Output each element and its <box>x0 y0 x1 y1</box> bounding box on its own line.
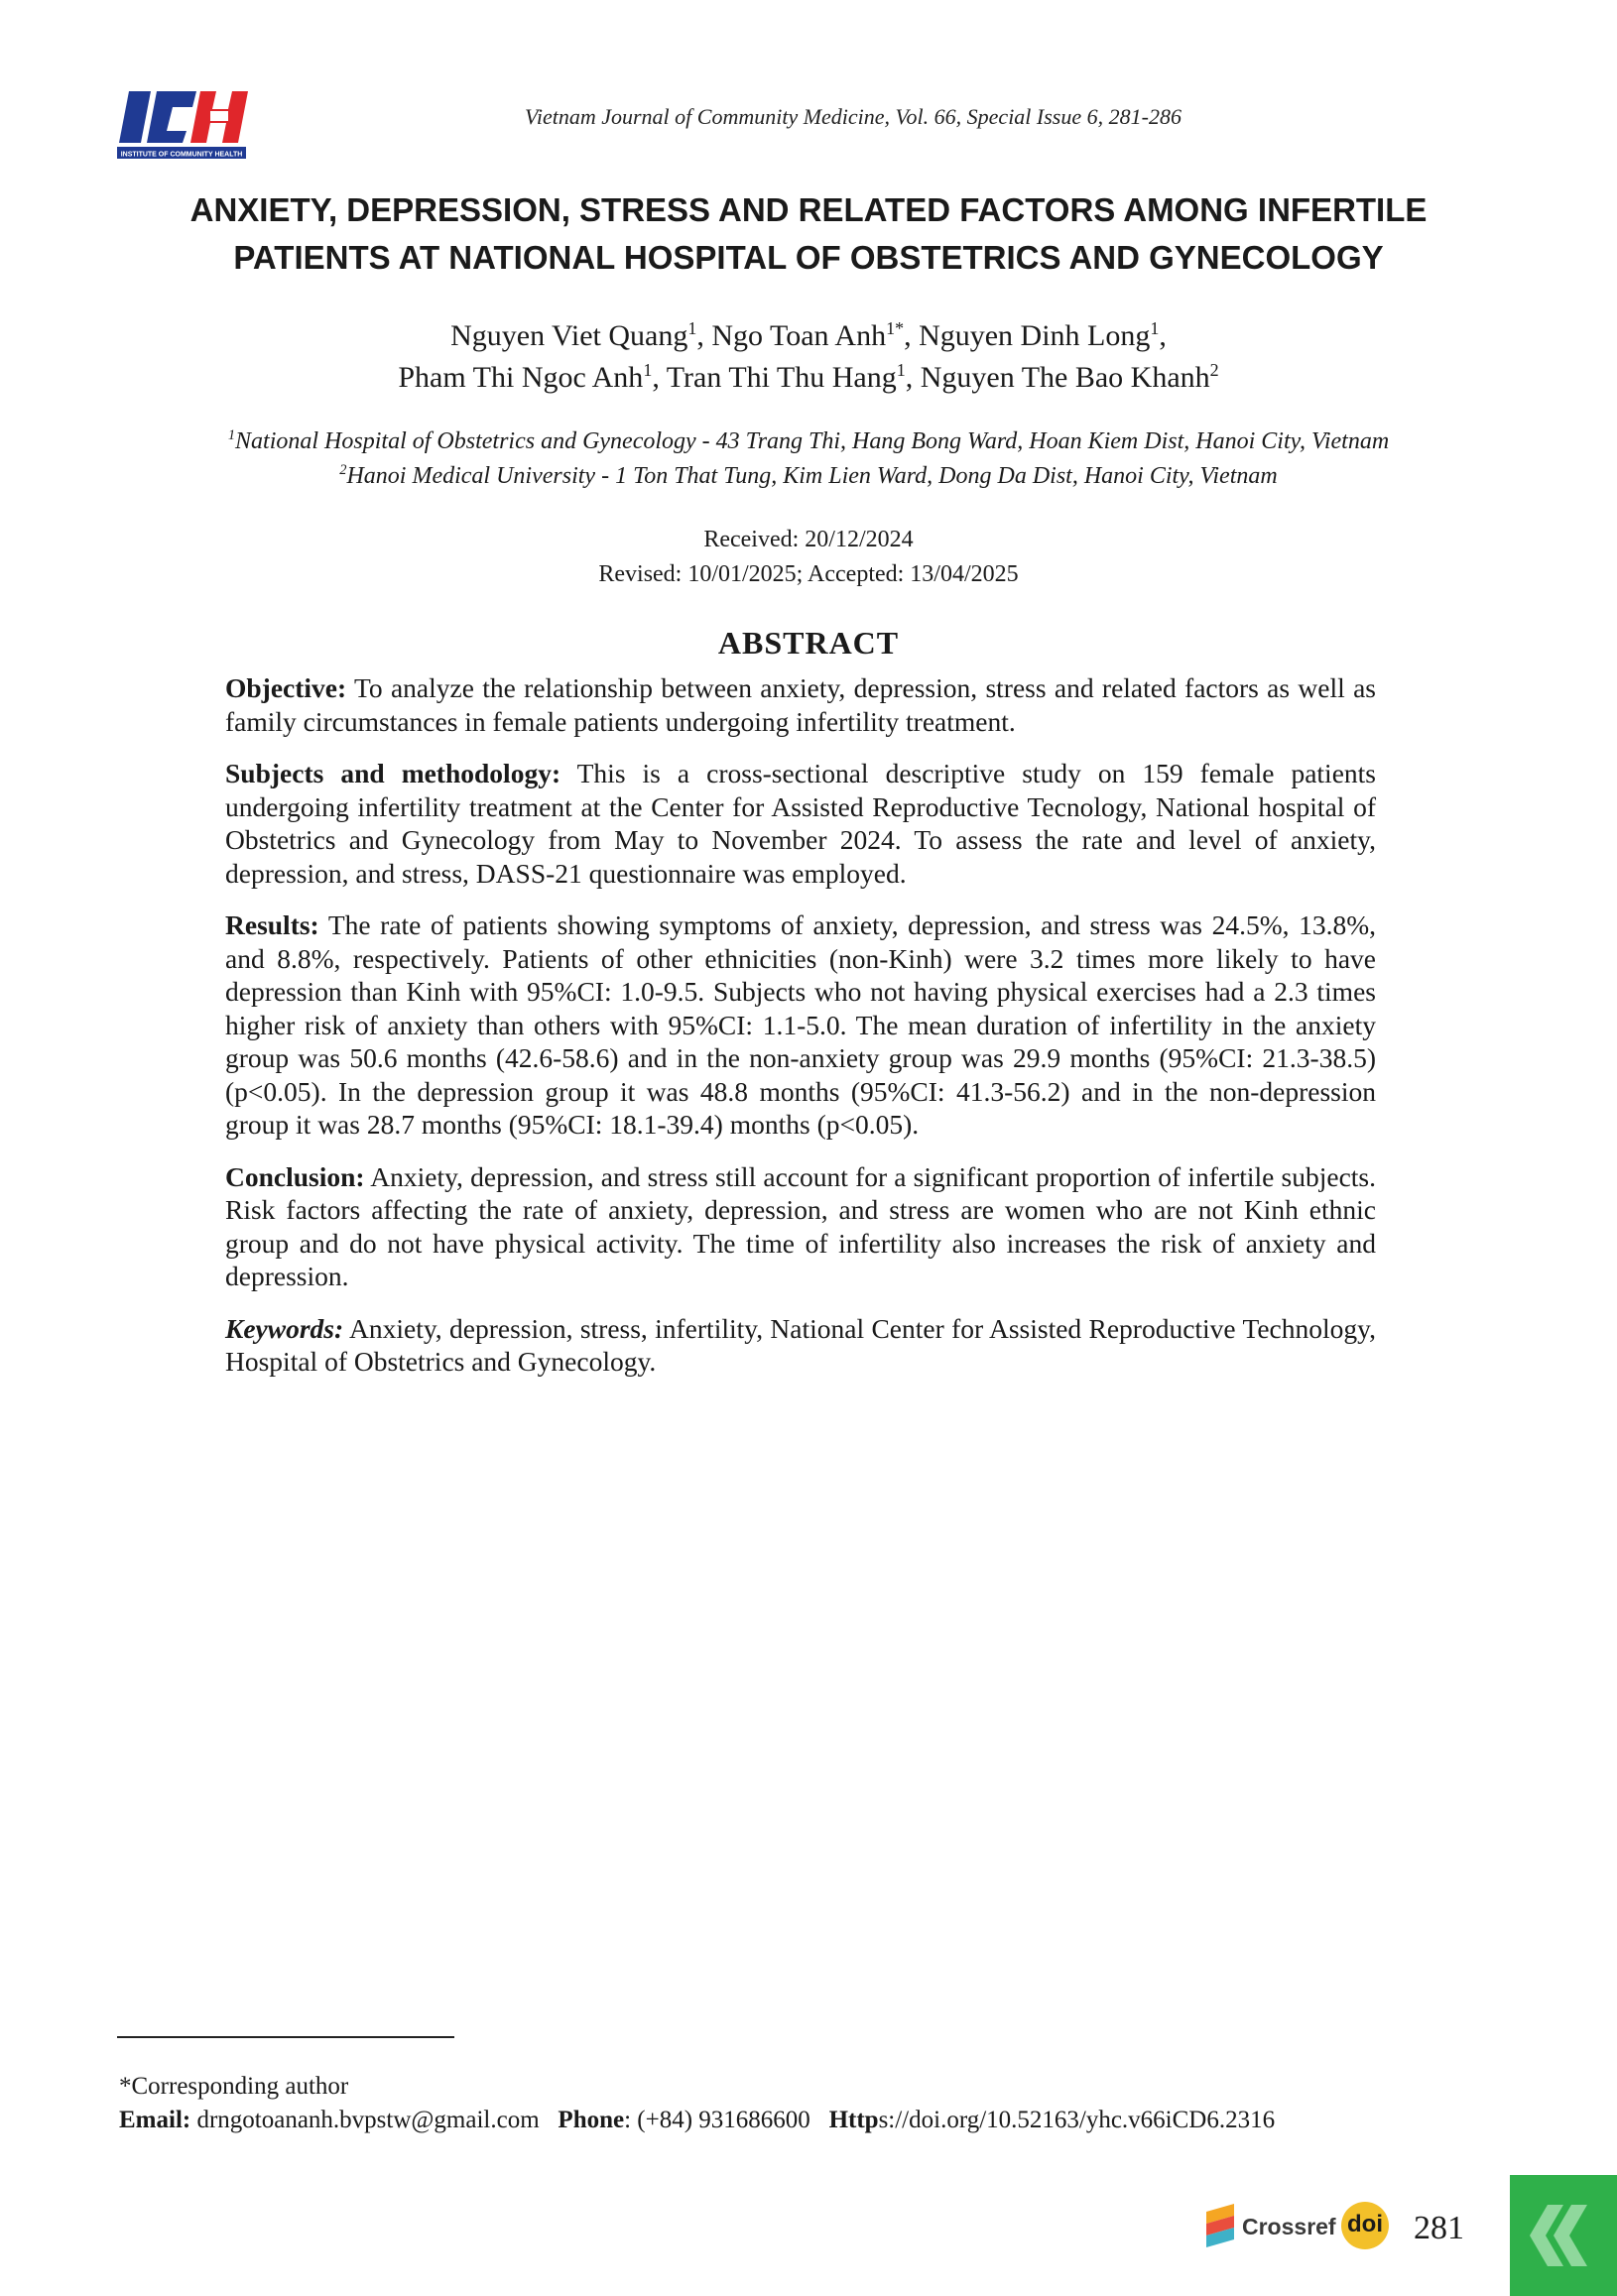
page-number: 281 <box>1414 2210 1464 2246</box>
affiliation-mark: 1 <box>227 427 236 443</box>
abstract-objective <box>225 671 1376 738</box>
abstract-methods <box>225 757 1376 890</box>
author-list <box>99 315 1518 399</box>
author-affiliation-mark: 1* <box>886 318 905 338</box>
abstract-keywords <box>225 1312 1376 1379</box>
affiliation-mark: 2 <box>339 462 347 478</box>
author-name: Nguyen Viet Quang <box>450 319 688 352</box>
author-name: Tran Thi Thu Hang <box>666 361 897 394</box>
title-line-1: ANXIETY, DEPRESSION, STRESS AND RELATED FACTORS AMONG INFERTILE <box>189 191 1428 228</box>
results-text: The rate of patients showing symptoms of anxiety, depression, and stress was 24.5%, 13.8%, and 8.8%, respectively. Patients of other ethnicities (non-Kinh) were 3.2 times more likely to have depression than Kinh with 95%CI: 1.0-9.5. Subjects who not having physical exercises had a 2.3 times higher risk of anxiety than others with 95%CI: 1.1-5.0. The mean duration of infertility in the anxiety group was 50.6 months (42.6-58.6) and in the non-anxiety group was 29.9 months (95%CI: 21.3-38.5) (p<0.05). In the depression group it was 48.8 months (95%CI: 41.3-56.2) and in the non-depression group it was 28.7 months (95%CI: 18.1-39.4) months (p<0.05). <box>225 909 1376 1140</box>
doi-label: Http <box>828 2107 879 2133</box>
author-name: Nguyen Dinh Long <box>919 319 1151 352</box>
abstract-conclusion <box>225 1160 1376 1293</box>
abstract-results <box>225 908 1376 1142</box>
author-affiliation-mark: 2 <box>1209 360 1219 380</box>
author-separator: , <box>696 319 712 352</box>
author-line-1 <box>99 315 1518 357</box>
footnote <box>119 2070 1528 2137</box>
results-label: Results: <box>225 909 319 940</box>
corresponding-author-note: *Corresponding author <box>119 2073 349 2100</box>
received-date: Received: 20/12/2024 <box>703 527 914 552</box>
double-chevron-left-icon <box>1510 2175 1617 2296</box>
author-separator: , <box>652 361 667 394</box>
paper-title <box>99 186 1518 282</box>
logo-caption: INSTITUTE OF COMMUNITY HEALTH <box>120 151 243 159</box>
conclusion-label: Conclusion: <box>225 1160 365 1192</box>
author-affiliation-mark: 1 <box>1150 318 1160 338</box>
conclusion-text: Anxiety, depression, and stress still account for a significant proportion of infertile subjects. Risk factors affecting the rate of anxiety, depression, and stress are women who are not Kinh ethnic group and do not have physical activity. The time of infertility also increases the risk of anxiety and depression. <box>225 1160 1376 1291</box>
author-separator: , <box>1159 319 1167 352</box>
author-line-2 <box>99 357 1518 399</box>
author-name: Nguyen The Bao Khanh <box>920 361 1210 394</box>
affiliation-text: Hanoi Medical University - 1 Ton That Tung, Kim Lien Ward, Dong Da Dist, Hanoi City, Vietnam <box>346 463 1278 489</box>
contact-line <box>119 2104 1528 2137</box>
author-name: Pham Thi Ngoc Anh <box>398 361 644 394</box>
author-separator: , <box>905 361 921 394</box>
objective-text: To analyze the relationship between anxiety, depression, stress and related factors as well as family circumstances in female patients undergoing infertility treatment. <box>225 672 1376 737</box>
methods-label: Subjects and methodology: <box>225 758 561 788</box>
abstract-heading: ABSTRACT <box>717 625 900 661</box>
crossref-icon <box>1202 2202 1238 2251</box>
abstract-body <box>225 671 1376 1397</box>
article-dates <box>99 523 1518 592</box>
methods-text: This is a cross-sectional descriptive study on 159 female patients undergoing infertility treatment at the Center for Assisted Reproductive Tecnology, National hospital of Obstetrics and Gynecology from May to November 2024. To assess the rate and level of anxiety, depression, and stress, DASS-21 questionnaire was employed. <box>225 758 1376 889</box>
email-link[interactable]: drngotoananh.bvpstw@gmail.com <box>190 2107 540 2133</box>
institute-logo <box>117 87 252 165</box>
keywords-label: Keywords: <box>225 1312 344 1344</box>
doi-link[interactable]: s://doi.org/10.52163/yhc.v66iCD6.2316 <box>878 2107 1276 2133</box>
footnote-divider <box>117 2036 454 2038</box>
crossref-doi-badge[interactable] <box>1202 2200 1391 2255</box>
journal-citation: Vietnam Journal of Community Medicine, Vol. 66, Special Issue 6, 281-286 <box>525 104 1182 129</box>
phone-number: : (+84) 931686600 <box>624 2107 810 2133</box>
keywords-text: Anxiety, depression, stress, infertility, National Center for Assisted Reproductive Technology, Hospital of Obstetrics and Gynecology. <box>225 1312 1376 1377</box>
phone-label: Phone <box>558 2107 625 2133</box>
affiliation-text: National Hospital of Obstetrics and Gynecology - 43 Trang Thi, Hang Bong Ward, Hoan Kiem Dist, Hanoi City, Vietnam <box>235 428 1390 454</box>
affiliation-1 <box>99 424 1518 459</box>
author-affiliation-mark: 1 <box>896 360 906 380</box>
author-affiliation-mark: 1 <box>687 318 697 338</box>
objective-label: Objective: <box>225 672 347 703</box>
affiliation-2 <box>99 459 1518 494</box>
revised-accepted-date: Revised: 10/01/2025; Accepted: 13/04/2025 <box>598 561 1019 587</box>
crossref-label: Crossref <box>1242 2214 1336 2239</box>
email-label: Email: <box>119 2107 191 2133</box>
author-name: Ngo Toan Anh <box>711 319 887 352</box>
author-separator: , <box>904 319 920 352</box>
doi-icon: doi <box>1341 2202 1389 2249</box>
affiliation-list <box>99 424 1518 494</box>
title-line-2: PATIENTS AT NATIONAL HOSPITAL OF OBSTETRICS AND GYNECOLOGY <box>233 239 1384 276</box>
page-corner-tab <box>1510 2175 1617 2296</box>
author-affiliation-mark: 1 <box>643 360 653 380</box>
